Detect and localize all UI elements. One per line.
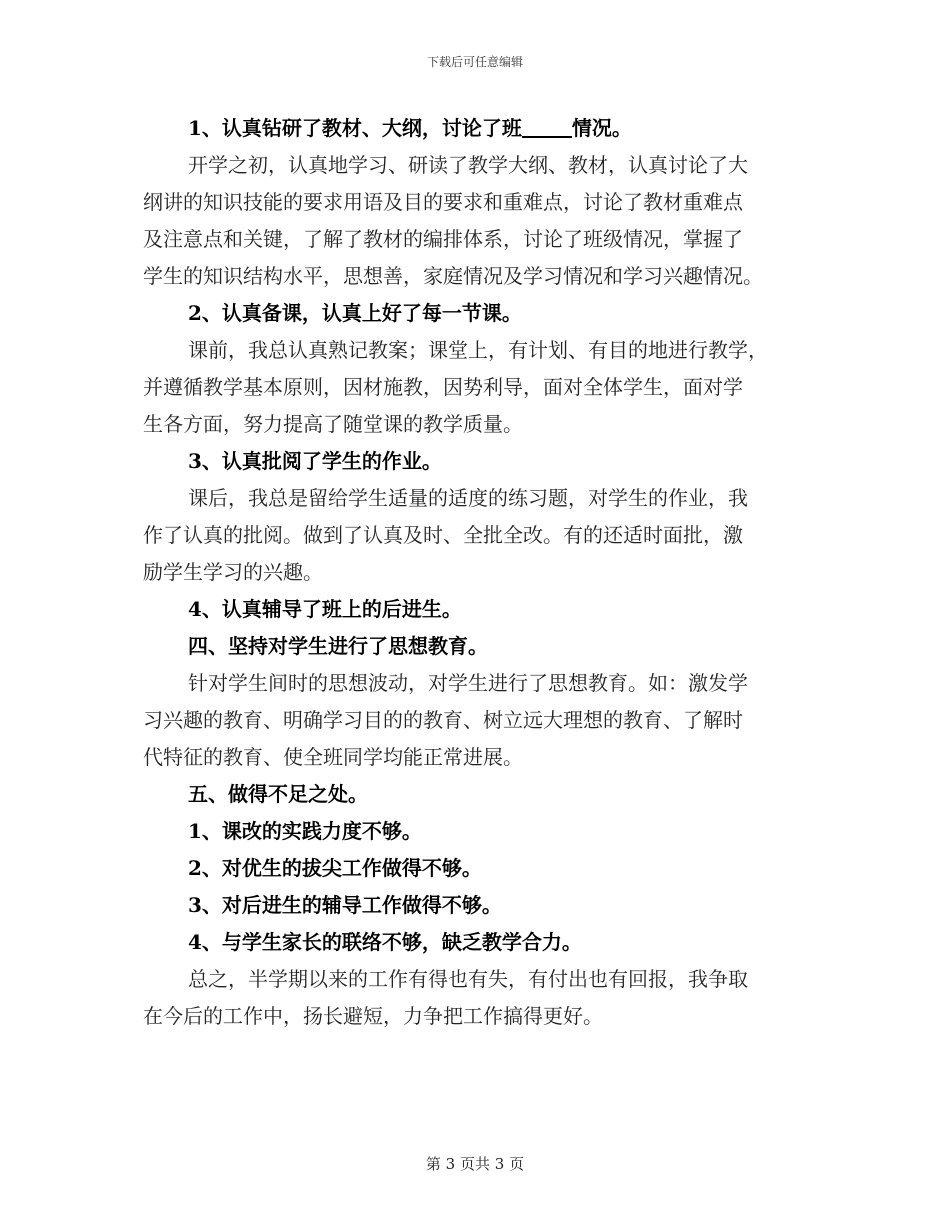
- list-item: 4、与学生家长的联络不够，缺乏教学合力。: [188, 930, 582, 954]
- paragraph-line: 励学生学习的兴趣。: [143, 560, 323, 584]
- list-item: 3、对后进生的辅导工作做得不够。: [188, 893, 502, 917]
- paragraph-line: 针对学生间时的思想波动，对学生进行了思想教育。如：激发学: [188, 671, 748, 695]
- paragraph-line: 作了认真的批阅。做到了认真及时、全批全改。有的还适时面批，激: [143, 523, 743, 547]
- paragraph-line: 及注意点和关键，了解了教材的编排体系，讨论了班级情况，掌握了: [143, 227, 743, 251]
- section-heading-3: 3、认真批阅了学生的作业。: [188, 449, 442, 473]
- paragraph-line: 生各方面，努力提高了随堂课的教学质量。: [143, 412, 523, 436]
- paragraph-line: 学生的知识结构水平，思想善，家庭情况及学习情况和学习兴趣情况。: [143, 264, 763, 288]
- document-body: [143, 110, 808, 1035]
- list-item: 1、课改的实践力度不够。: [188, 819, 422, 843]
- paragraph-line: 总之，半学期以来的工作有得也有失，有付出也有回报，我争取: [188, 967, 748, 991]
- section-heading-1: [143, 110, 808, 147]
- paragraph-line: 并遵循教学基本原则，因材施教，因势利导，面对全体学生，面对学: [143, 375, 743, 399]
- paragraph-line: 纲讲的知识技能的要求用语及目的要求和重难点，讨论了教材重难点: [143, 190, 743, 214]
- paragraph-line: 课前，我总认真熟记教案；课堂上，有计划、有目的地进行教学，: [188, 338, 768, 362]
- section-heading-5: 四、坚持对学生进行了思想教育。: [188, 634, 488, 658]
- fill-in-blank: [522, 114, 572, 138]
- paragraph-line: 代特征的教育、使全班同学均能正常进展。: [143, 745, 523, 769]
- page-footer: 第 3 页共 3 页: [425, 1155, 525, 1173]
- paragraph-line: 在今后的工作中，扬长避短，力争把工作搞得更好。: [143, 1004, 603, 1028]
- page-header: 下载后可任意编辑: [426, 55, 523, 69]
- list-item: 2、对优生的拔尖工作做得不够。: [188, 856, 482, 880]
- paragraph-line: 习兴趣的教育、明确学习目的的教育、树立远大理想的教育、了解时: [143, 708, 743, 732]
- section-heading-4: 4、认真辅导了班上的后进生。: [188, 597, 462, 621]
- paragraph-line: 开学之初，认真地学习、研读了教学大纲、教材，认真讨论了大: [188, 153, 748, 177]
- heading-text: 1、认真钻研了教材、大纲，讨论了班: [188, 116, 522, 140]
- paragraph-line: 课后，我总是留给学生适量的适度的练习题，对学生的作业，我: [188, 486, 748, 510]
- heading-text: 情况。: [571, 116, 632, 140]
- section-heading-2: 2、认真备课，认真上好了每一节课。: [188, 301, 522, 325]
- section-heading-6: 五、做得不足之处。: [188, 782, 368, 806]
